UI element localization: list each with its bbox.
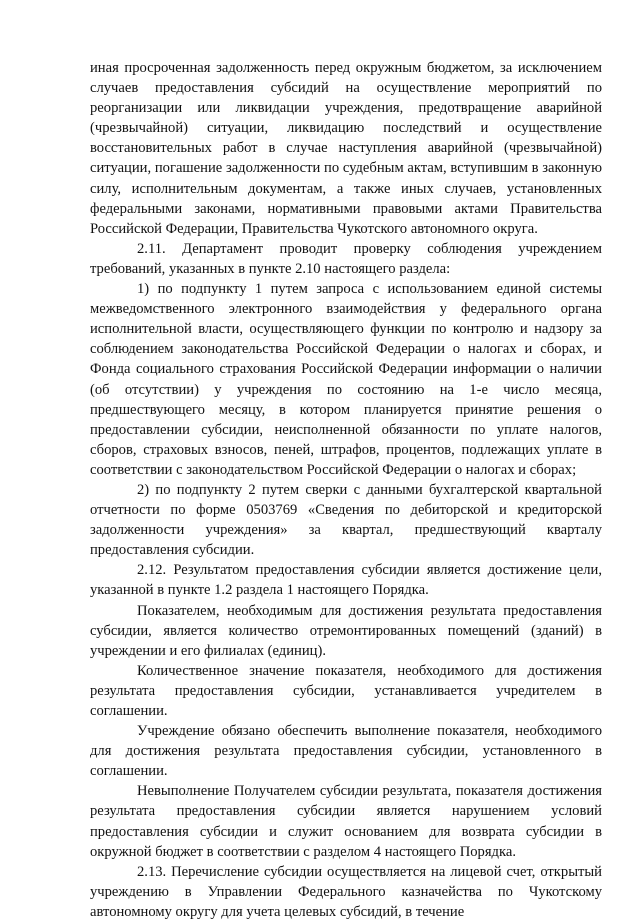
paragraph-indicator: Показателем, необходимым для достижения результата предоставления субсидии, является количество отремонтированных помещений (зданий) в учреждении и его филиалах (единиц).: [90, 602, 602, 659]
paragraph-2-13: 2.13. Перечисление субсидии осуществляется на лицевой счет, открытый учреждению в Управлении Федерального казначейства по Чукотскому автономному округу для учета целевых субсидий, в течение: [90, 863, 602, 920]
paragraph-obligation: Учреждение обязано обеспечить выполнение показателя, необходимого для достижения результата предоставления субсидии, установленного в соглашении.: [90, 723, 602, 780]
paragraph-non-fulfillment: Невыполнение Получателем субсидии результата, показателя достижения результата предоставления субсидии является нарушением условий предоставления субсидии и служит основанием для возврата субсидии в окружной бюджет в соответствии с разделом 4 настоящего Порядка.: [90, 783, 602, 860]
paragraph-2-11-item-1: 1) по подпункту 1 путем запроса с использованием единой системы межведомственного электронного взаимодействия у федерального органа исполнительной власти, осуществляющего функции по контролю и надзору за соблюдением законодательства Российской Федерации о налогах и сборах, и Фонда социального страхования Российской Федерации информации о наличии (об отсутствии) у учреждения по состоянию на 1-е число месяца, предшествующего месяцу, в котором планируется принятие решения о предоставлении субсидии, неисполненной обязанности по уплате налогов, сборов, страховых взносов, пеней, штрафов, процентов, подлежащих уплате в соответствии с законодательством Российской Федерации о налогах и сборах;: [90, 281, 602, 478]
paragraph-arrears-exceptions: иная просроченная задолженность перед окружным бюджетом, за исключением случаев предоставления субсидий на осуществление мероприятий по реорганизации или ликвидации учреждения, предотвращение аварийной (чрезвычайной) ситуации, ликвидацию последствий и осуществление восстановительных работ в случае наступления аварийной (чрезвычайной) ситуации, погашение задолженности по судебным актам, вступившим в законную силу, исполнительным документам, а также иных случаев, установленных федеральными законами, нормативными правовыми актами Правительства Российской Федерации, Правительства Чукотского автономного округа.: [90, 60, 602, 237]
paragraph-indicator-value: Количественное значение показателя, необходимого для достижения результата предоставления субсидии, устанавливается учредителем в соглашении.: [90, 662, 602, 719]
paragraph-2-11: 2.11. Департамент проводит проверку соблюдения учреждением требований, указанных в пункте 2.10 настоящего раздела:: [90, 240, 602, 277]
document-page: [90, 58, 602, 922]
paragraph-2-11-item-2: 2) по подпункту 2 путем сверки с данными бухгалтерской квартальной отчетности по форме 0503769 «Сведения по дебиторской и кредиторской задолженности учреждения» за квартал, предшествующий кварталу предоставления субсидии.: [90, 481, 602, 559]
paragraph-2-12: 2.12. Результатом предоставления субсидии является достижение цели, указанной в пункте 1.2 раздела 1 настоящего Порядка.: [90, 562, 602, 599]
